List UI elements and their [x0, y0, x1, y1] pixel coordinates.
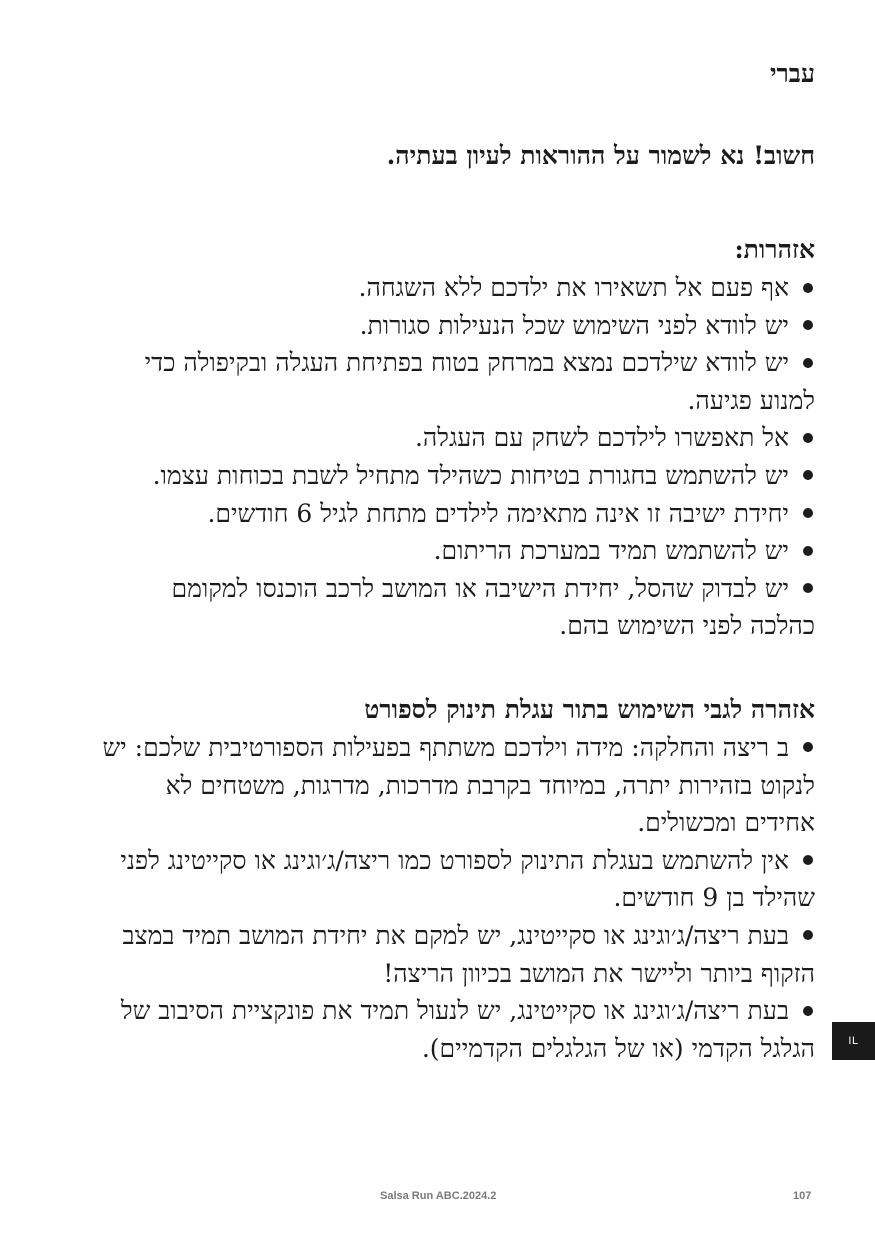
page-content [100, 54, 815, 1067]
bullet-icon [803, 433, 813, 443]
sport-warning-item [100, 992, 815, 1067]
bullet-icon [803, 470, 813, 480]
footer-model-name: Salsa Run ABC.2024.2 [380, 1190, 497, 1202]
important-notice: חשוב! נא לשמור על ההוראות לעיון בעתיה. [386, 141, 815, 170]
bullet-icon [803, 583, 813, 593]
bullet-icon [803, 283, 813, 293]
sport-warning-item [100, 729, 815, 842]
warning-item [100, 570, 815, 645]
warning-text: יש להשתמש בחגורת בטיחות כשהילד מתחיל לשבת בכוחות עצמו. [152, 460, 789, 490]
warning-text: אל תאפשרו לילדכם לשחק עם העגלה. [414, 423, 789, 453]
bullet-icon [803, 358, 813, 368]
bullet-icon [803, 855, 813, 865]
warning-text: יש לבדוק שהסל, יחידת הישיבה או המושב לרכב הוכנסו למקומם כהלכה לפני השימוש בהם. [171, 573, 815, 641]
sport-warning-text: ב ריצה והחלקה: מידה וילדכם משתתף בפעילות הספורטיבית שלכם: יש לנקוט בזהירות יתרה, במיוחד בקרבת מדרכות, מדרגות, משטחים לא אחידים ומכשולים. [102, 732, 815, 838]
warning-item [100, 495, 815, 533]
warning-text: יש לוודא לפני השימוש שכל הנעילות סגורות. [359, 310, 789, 340]
bullet-icon [803, 742, 813, 752]
warning-item [100, 457, 815, 495]
bullet-icon [803, 546, 813, 556]
warning-text: יש להשתמש תמיד במערכת הריתום. [433, 536, 789, 566]
sport-warning-text: בעת ריצה/ג׳וגינג או סקייטינג, יש למקם את יחידת המושב תמיד במצב הזקוף ביותר וליישר את המושב בכיוון הריצה! [122, 920, 815, 988]
sport-warning-text: בעת ריצה/ג׳וגינג או סקייטינג, יש לנעול תמיד את פונקציית הסיבוב של הגלגל הקדמי (או של הגלגלים הקדמיים). [120, 996, 815, 1063]
warning-item [100, 307, 815, 345]
sport-warning-text: אין להשתמש בעגלת התינוק לספורט כמו ריצה/ג׳וגינג או סקייטינג לפני שהילד בן 9 חודשים. [120, 845, 815, 913]
sport-warning-list [100, 729, 815, 1067]
sport-warning-item [100, 917, 815, 992]
bullet-icon [803, 508, 813, 518]
warning-item [100, 532, 815, 570]
bullet-icon [803, 1006, 813, 1016]
warnings-heading: אזהרות: [734, 235, 815, 264]
bullet-icon [803, 320, 813, 330]
language-title: עברי [769, 59, 815, 88]
section-spacer [100, 645, 815, 691]
page-footer [0, 1190, 875, 1210]
bullet-icon [803, 930, 813, 940]
warning-item [100, 419, 815, 457]
warnings-list [100, 269, 815, 645]
warning-item [100, 344, 815, 419]
footer-page-number: 107 [793, 1190, 812, 1202]
warning-item [100, 269, 815, 307]
warning-text: יש לוודא שילדכם נמצא במרחק בטוח בפתיחת העגלה ובקיפולה כדי למנוע פגיעה. [144, 348, 815, 415]
warning-text: יחידת ישיבה זו אינה מתאימה לילדים מתחת לגיל 6 חודשים. [207, 498, 789, 528]
sport-warning-heading: אזהרה לגבי השימוש בתור עגלת תינוק לספורט [364, 694, 815, 724]
warning-text: אף פעם אל תשאירו את ילדכם ללא השגחה. [358, 273, 789, 302]
sport-warning-item [100, 842, 815, 917]
language-side-tab: IL [832, 1022, 875, 1060]
